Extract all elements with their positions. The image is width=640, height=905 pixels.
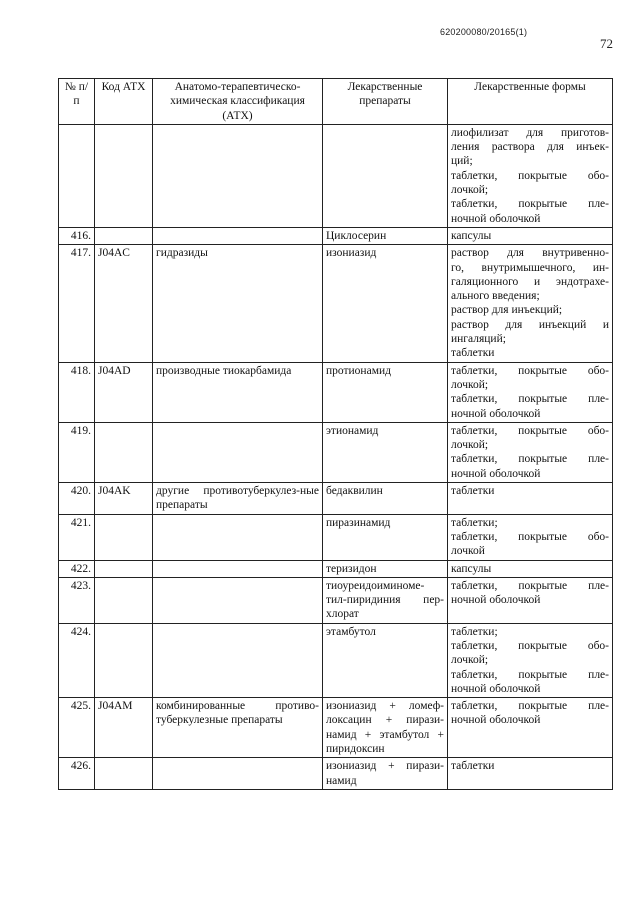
table-row [59,227,613,244]
cell-drugs: этионамид [323,422,448,482]
form-line: ночной оболочкой [451,212,541,225]
form-line: таблетки [451,347,495,360]
cell-class [153,623,323,697]
form-line: ального введения; [451,290,540,303]
cell-forms [448,514,613,560]
form-line: таблетки, покрытые пле- [451,668,609,681]
table-row [59,698,613,758]
form-line: ночной оболочкой [451,407,541,420]
cell-forms [448,245,613,362]
cell-class [153,758,323,790]
cell-class [153,560,323,577]
cell-drugs: изониазид + ломеф-локсацин + пирази-намид + этамбутол + пиридоксин [323,698,448,758]
form-line: го, внутримышечного, ин- [451,261,609,274]
cell-drugs: изониазид + пирази-намид [323,758,448,790]
cell-code: J04AK [95,483,153,515]
cell-class [153,124,323,227]
cell-code [95,124,153,227]
form-line: таблетки, покрытые пле- [451,579,609,592]
header-code: Код АТХ [95,79,153,125]
table-row [59,623,613,697]
form-line: таблетки, покрытые пле- [451,198,609,211]
cell-num: 422. [59,560,95,577]
header-drugs: Лекарственные препараты [323,79,448,125]
cell-code: J04AD [95,362,153,422]
cell-forms [448,577,613,623]
header-class: Анатомо-терапевтическо-химическая классификация (АТХ) [153,79,323,125]
cell-code: J04AC [95,245,153,362]
page-number: 72 [600,36,613,51]
cell-forms [448,422,613,482]
cell-class [153,227,323,244]
form-line: таблетки, покрытые обо- [451,530,609,543]
cell-code [95,514,153,560]
form-line: лиофилизат для приготов- [451,126,609,139]
cell-forms [448,560,613,577]
cell-num: 416. [59,227,95,244]
form-line: таблетки; [451,516,498,529]
form-line: таблетки, покрытые обо- [451,424,609,437]
form-line: раствор для инъекций; [451,304,563,317]
cell-num: 420. [59,483,95,515]
form-line: таблетки, покрытые пле- [451,393,609,406]
form-line: таблетки, покрытые пле- [451,700,609,713]
cell-num: 419. [59,422,95,482]
form-line: ночной оболочкой [451,594,541,607]
cell-num: 425. [59,698,95,758]
cell-forms [448,483,613,515]
cell-class: гидразиды [153,245,323,362]
cell-drugs: пиразинамид [323,514,448,560]
cell-forms [448,623,613,697]
cell-num: 424. [59,623,95,697]
header-forms: Лекарственные формы [448,79,613,125]
form-line: капсулы [451,562,492,575]
cell-num: 417. [59,245,95,362]
cell-forms [448,362,613,422]
cell-forms [448,758,613,790]
cell-forms [448,124,613,227]
form-line: капсулы [451,229,492,242]
form-line: галяционного и эндотрахе- [451,275,609,288]
cell-drugs: протионамид [323,362,448,422]
cell-class [153,422,323,482]
form-line: таблетки, покрытые обо- [451,639,609,652]
cell-num: 426. [59,758,95,790]
form-line: таблетки; [451,625,498,638]
cell-code [95,577,153,623]
cell-class [153,514,323,560]
document-id: 620200080/20165(1) [440,27,528,37]
form-line: ночной оболочкой [451,714,541,727]
form-line: таблетки, покрытые обо- [451,364,609,377]
cell-class: комбинированные противо-туберкулезные препараты [153,698,323,758]
form-line: лочкой; [451,184,489,197]
table-row [59,245,613,362]
cell-code [95,623,153,697]
cell-num: 418. [59,362,95,422]
cell-class: другие противотуберкулез-ные препараты [153,483,323,515]
table-body [59,124,613,789]
form-line: таблетки [451,760,495,773]
cell-drugs: теризидон [323,560,448,577]
form-line: раствор для внутривенно- [451,247,609,260]
table-header-row [59,79,613,125]
cell-drugs: этамбутол [323,623,448,697]
cell-drugs: бедаквилин [323,483,448,515]
form-line: лочкой; [451,439,489,452]
form-line: ций; [451,155,473,168]
cell-drugs [323,124,448,227]
cell-num [59,124,95,227]
cell-drugs: изониазид [323,245,448,362]
cell-forms [448,698,613,758]
form-line: ингаляций; [451,333,506,346]
form-line: раствор для инъекций и [451,318,609,331]
table-row [59,362,613,422]
cell-code [95,758,153,790]
header-num: № п/п [59,79,95,125]
form-line: ночной оболочкой [451,682,541,695]
table-row [59,483,613,515]
cell-num: 423. [59,577,95,623]
table-row [59,124,613,227]
form-line: лочкой; [451,654,489,667]
table-row [59,422,613,482]
table-row [59,577,613,623]
form-line: лочкой; [451,378,489,391]
form-line: таблетки [451,485,495,498]
cell-drugs: Циклосерин [323,227,448,244]
form-line: ления раствора для инъек- [451,141,609,154]
cell-class [153,577,323,623]
form-line: ночной оболочкой [451,467,541,480]
cell-code [95,560,153,577]
cell-num: 421. [59,514,95,560]
cell-forms [448,227,613,244]
table-row [59,560,613,577]
drug-table [58,78,613,790]
table-row [59,514,613,560]
cell-drugs: тиоуреидоиминоме-тил-пиридиния пер-хлорат [323,577,448,623]
cell-class: производные тиокарбамида [153,362,323,422]
cell-code: J04AM [95,698,153,758]
table-row [59,758,613,790]
cell-code [95,422,153,482]
form-line: лочкой [451,545,485,558]
form-line: таблетки, покрытые обо- [451,169,609,182]
form-line: таблетки, покрытые пле- [451,453,609,466]
cell-code [95,227,153,244]
